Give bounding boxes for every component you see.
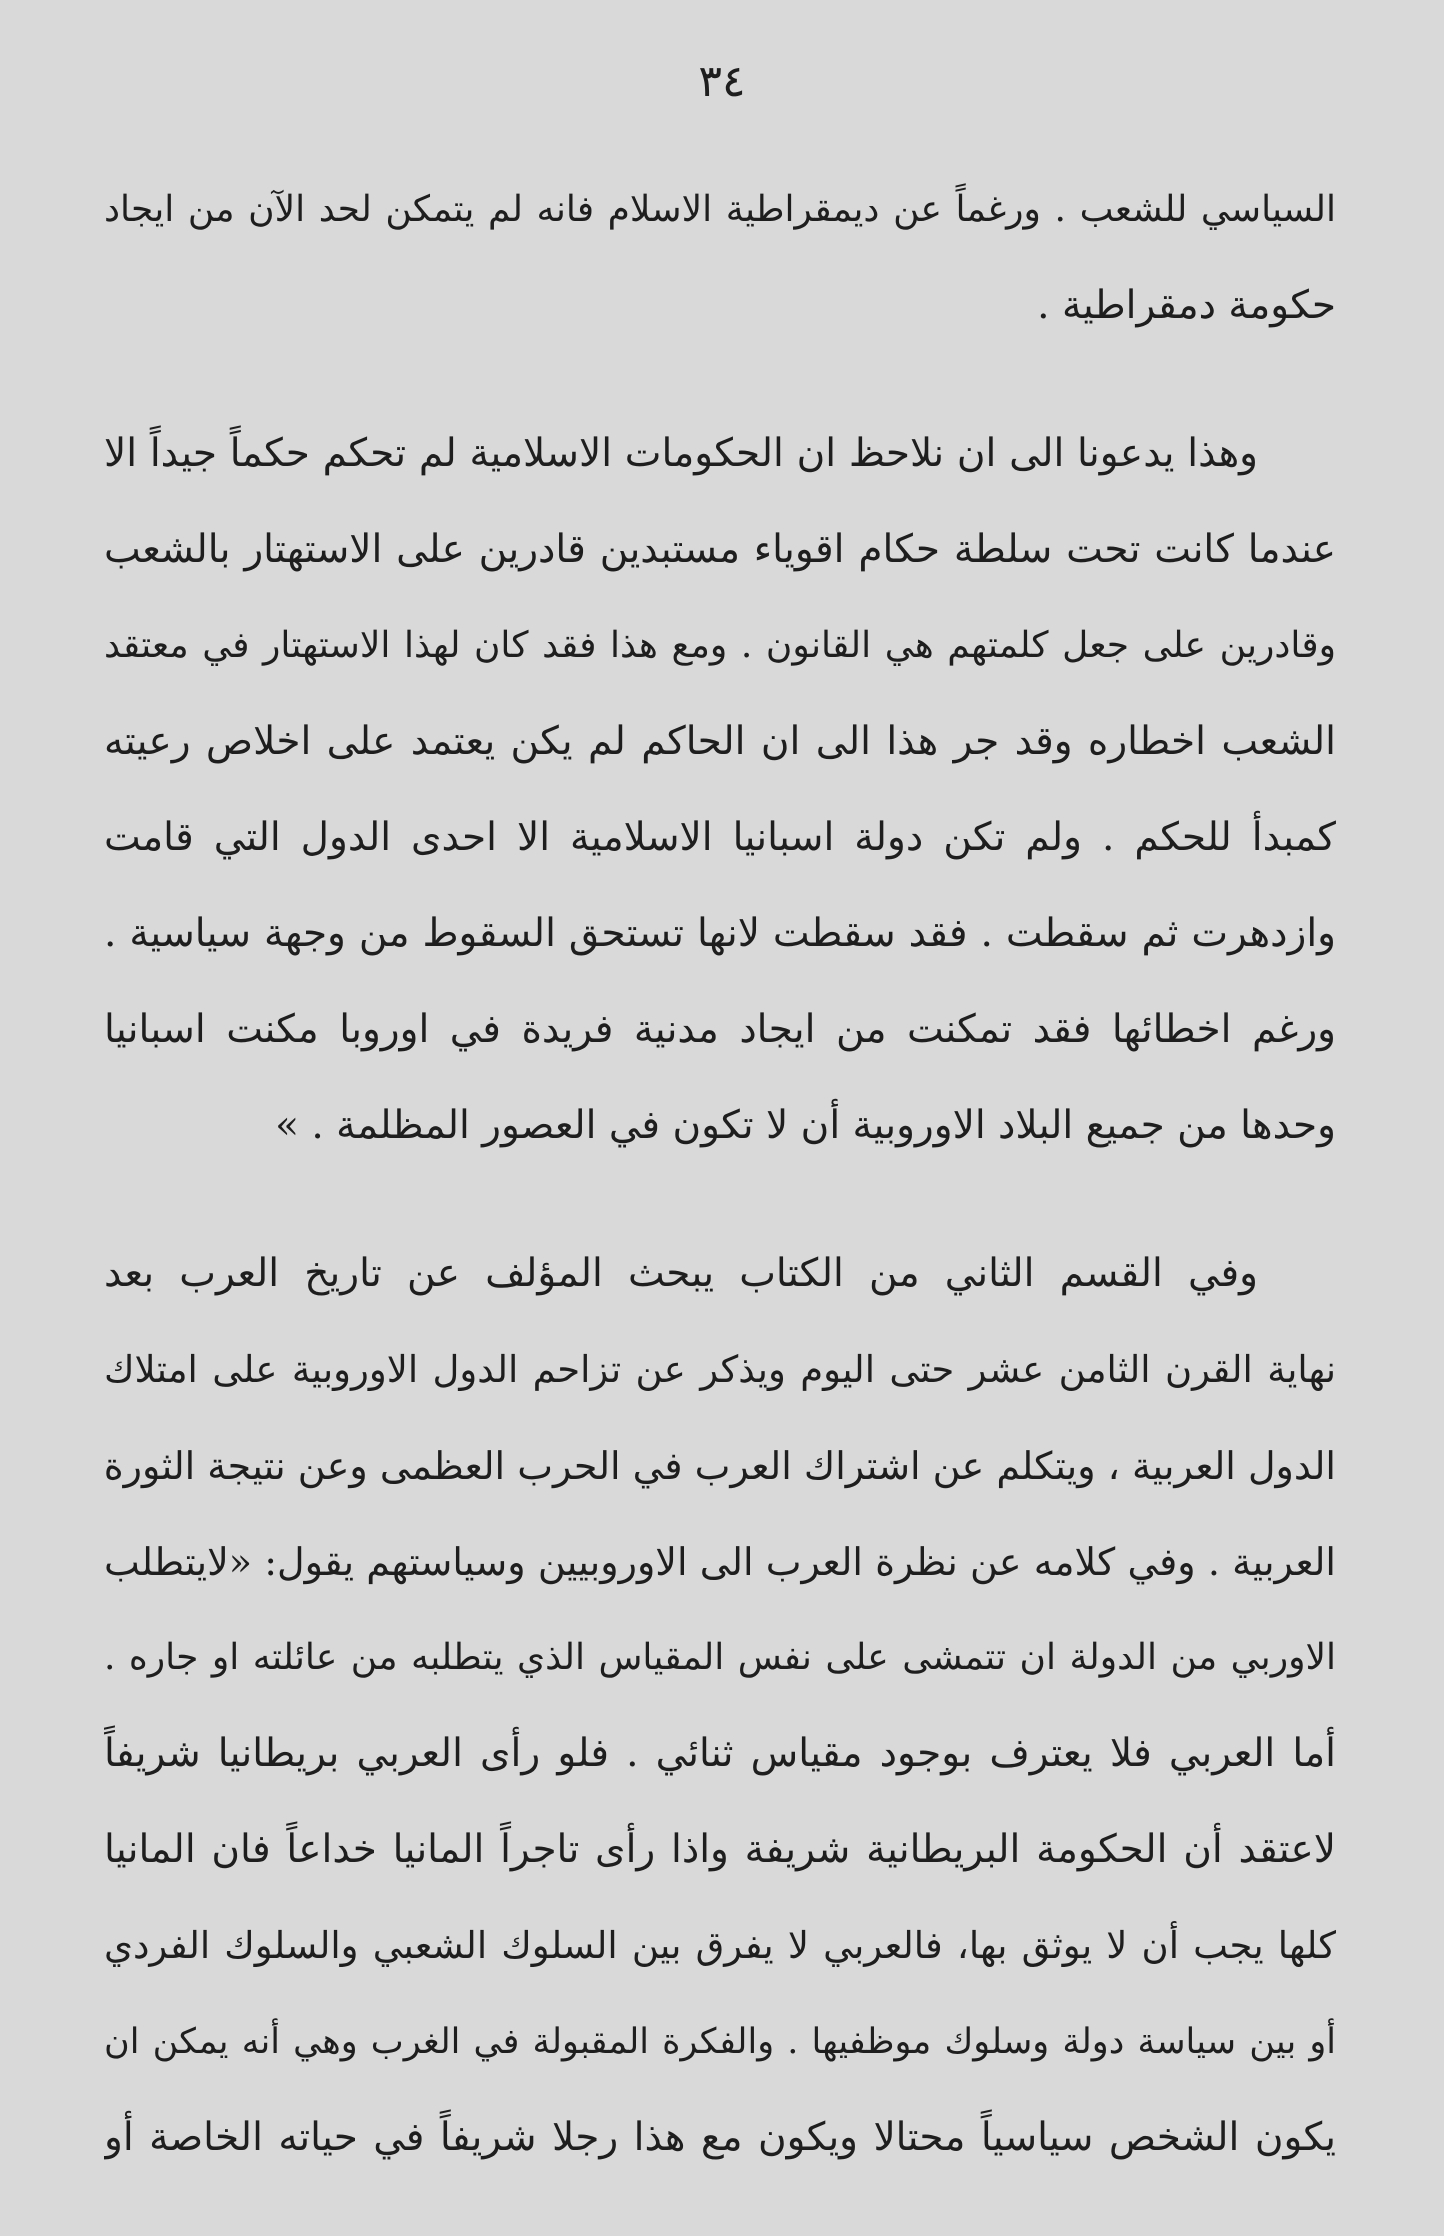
text-line: وحدها من جميع البلاد الاوروبية أن لا تكون في العصور المظلمة . » xyxy=(275,1103,1336,1148)
text-line: عندما كانت تحت سلطة حكام اقوياء مستبدين قادرين على الاستهتار بالشعب xyxy=(104,527,1336,572)
text-line: العربية . وفي كلامه عن نظرة العرب الى الاوروبيين وسياستهم يقول: «لايتطلب xyxy=(104,1540,1336,1584)
body-text xyxy=(104,180,1336,2204)
text-line: وازدهرت ثم سقطت . فقد سقطت لانها تستحق السقوط من وجهة سياسية . xyxy=(104,911,1336,956)
text-line: أو بين سياسة دولة وسلوك موظفيها . والفكرة المقبولة في الغرب وهي أنه يمكن ان xyxy=(104,2022,1336,2062)
text-line: الاوربي من الدولة ان تتمشى على نفس المقياس الذي يتطلبه من عائلته او جاره . xyxy=(104,1637,1336,1678)
text-line: كلها يجب أن لا يوثق بها، فالعربي لا يفرق بين السلوك الشعبي والسلوك الفردي xyxy=(104,1924,1336,1967)
text-line: لاعتقد أن الحكومة البريطانية شريفة واذا رأى تاجراً المانيا خداعاً فان المانيا xyxy=(104,1827,1336,1872)
text-line: ورغم اخطائها فقد تمكنت من ايجاد مدنية فريدة في اوروبا مكنت اسبانيا xyxy=(104,1007,1336,1052)
text-line: وقادرين على جعل كلمتهم هي القانون . ومع هذا فقد كان لهذا الاستهتار في معتقد xyxy=(104,625,1336,666)
text-line: السياسي للشعب . ورغماً عن ديمقراطية الاسلام فانه لم يتمكن لحد الآن من ايجاد xyxy=(104,189,1336,230)
text-line: أما العربي فلا يعترف بوجود مقياس ثنائي . فلو رأى العربي بريطانيا شريفاً xyxy=(104,1731,1336,1776)
text-line: الشعب اخطاره وقد جر هذا الى ان الحاكم لم يكن يعتمد على اخلاص رعيته xyxy=(104,719,1336,764)
text-line: نهاية القرن الثامن عشر حتى اليوم ويذكر عن تزاحم الدول الاوروبية على امتلاك xyxy=(104,1348,1336,1391)
page-number: ٣٤ xyxy=(698,56,746,107)
paragraph xyxy=(104,424,1336,1192)
text-line: وفي القسم الثاني من الكتاب يبحث المؤلف عن تاريخ العرب بعد xyxy=(104,1251,1258,1296)
text-line: حكومة دمقراطية . xyxy=(1037,283,1336,328)
text-line: يكون الشخص سياسياً محتالا ويكون مع هذا رجلا شريفاً في حياته الخاصة أو xyxy=(104,2115,1336,2160)
paragraph xyxy=(104,1244,1336,2204)
text-line: كمبدأ للحكم . ولم تكن دولة اسبانيا الاسلامية الا احدى الدول التي قامت xyxy=(104,815,1336,860)
text-line: الدول العربية ، ويتكلم عن اشتراك العرب في الحرب العظمى وعن نتيجة الثورة xyxy=(104,1444,1336,1488)
text-line: وهذا يدعونا الى ان نلاحظ ان الحكومات الاسلامية لم تحكم حكماً جيداً الا xyxy=(104,431,1258,476)
paragraph xyxy=(104,180,1336,372)
